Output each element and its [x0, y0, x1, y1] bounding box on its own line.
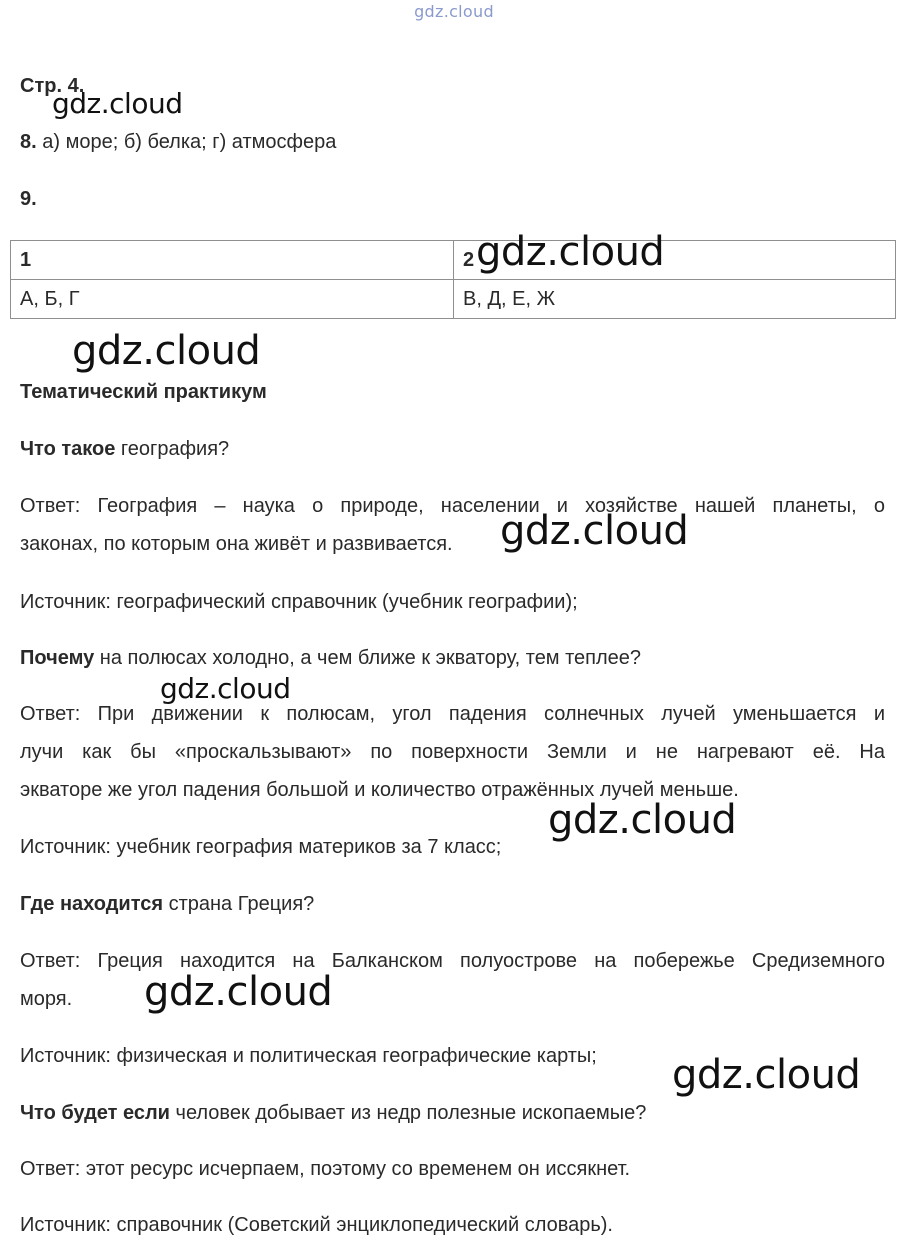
- answer-line: Ответ: этот ресурс исчерпаем, поэтому со временем он иссякнет.: [20, 1158, 631, 1180]
- answer-line: Ответ: География – наука о природе, населении и хозяйстве нашей планеты, о: [20, 495, 885, 517]
- table-cell: А, Б, Г: [11, 280, 454, 319]
- watermark-logo: gdz.cloud: [672, 1052, 861, 1098]
- watermark-logo: gdz.cloud: [52, 87, 183, 120]
- question-line: Что будет если человек добывает из недр полезные ископаемые?: [20, 1102, 647, 1124]
- question-line: Что такое география?: [20, 438, 230, 460]
- question-9: 9.: [20, 188, 37, 210]
- watermark-logo: gdz.cloud: [548, 797, 737, 843]
- source-line: Источник: географический справочник (учебник географии);: [20, 591, 578, 613]
- answer-line: законах, по которым она живёт и развивается.: [20, 533, 453, 555]
- answer-line: лучи как бы «проскальзывают» по поверхности Земли и не нагревают её. На: [20, 741, 885, 763]
- watermark-logo: gdz.cloud: [476, 229, 665, 275]
- top-watermark: gdz.cloud: [414, 2, 494, 21]
- table-header-cell: 2: [454, 241, 896, 280]
- table-header-row: [11, 241, 896, 280]
- table-row: [11, 280, 896, 319]
- page-label: Стр. 4.: [20, 75, 85, 97]
- source-line: Источник: учебник география материков за 7 класс;: [20, 836, 502, 858]
- answer-line: Ответ: При движении к полюсам, угол падения солнечных лучей уменьшается и: [20, 703, 885, 725]
- answer-line: экваторе же угол падения большой и количество отражённых лучей меньше.: [20, 779, 739, 801]
- watermark-logo: gdz.cloud: [144, 969, 333, 1015]
- question-line: Почему на полюсах холодно, а чем ближе к экватору, тем теплее?: [20, 647, 642, 669]
- section-title: Тематический практикум: [20, 381, 267, 403]
- watermark-logo: gdz.cloud: [160, 672, 291, 705]
- table-cell: В, Д, Е, Ж: [454, 280, 896, 319]
- answer-line: Ответ: Греция находится на Балканском полуострове на побережье Средиземного: [20, 950, 885, 972]
- question-8: 8. а) море; б) белка; г) атмосфера: [20, 131, 337, 153]
- watermark-logo: gdz.cloud: [72, 328, 261, 374]
- source-line: Источник: физическая и политическая географические карты;: [20, 1045, 597, 1067]
- watermark-logo: gdz.cloud: [500, 508, 689, 554]
- source-line: Источник: справочник (Советский энциклопедический словарь).: [20, 1214, 613, 1236]
- answer-line: моря.: [20, 988, 73, 1010]
- table-header-cell: 1: [11, 241, 454, 280]
- question-line: Где находится страна Греция?: [20, 893, 315, 915]
- answer-table: [10, 240, 896, 319]
